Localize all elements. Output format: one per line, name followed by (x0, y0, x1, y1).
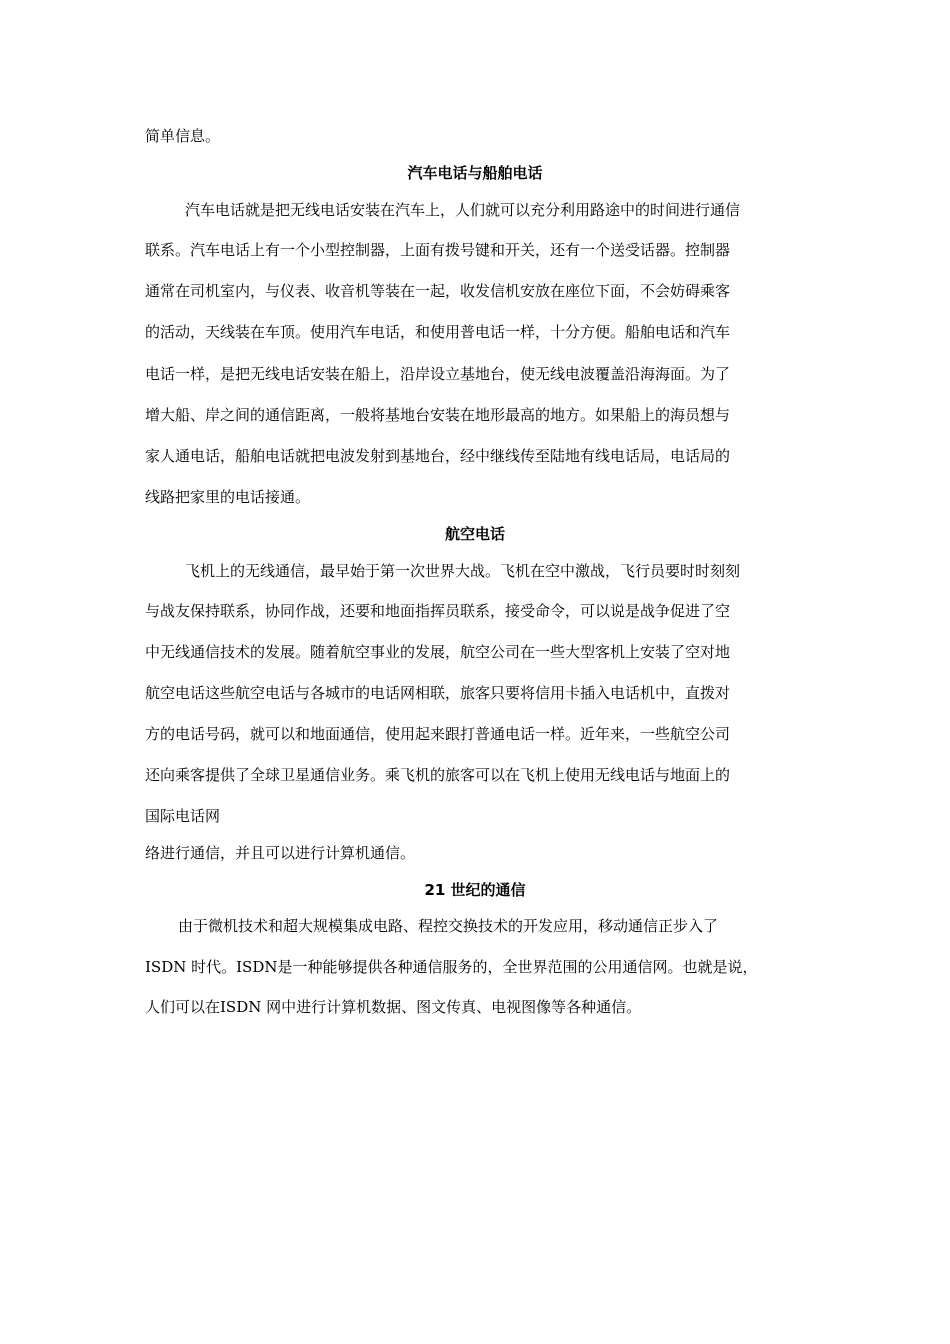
paragraph-line: 人们可以在ISDN 网中进行计算机数据、图文传真、电视图像等各种通信。 (145, 998, 642, 1016)
section-heading-air-phone: 航空电话 (444, 525, 505, 543)
paragraph-line: 电话一样，是把无线电话安装在船上，沿岸设立基地台，使无线电波覆盖沿海海面。为了 (145, 365, 731, 383)
paragraph-line: 方的电话号码，就可以和地面通信，使用起来跟打普通电话一样。近年来，一些航空公司 (145, 725, 731, 743)
section-heading-car-ship-phone: 汽车电话与船舶电话 (407, 164, 543, 182)
paragraph-line: 联系。汽车电话上有一个小型控制器，上面有拨号键和开关，还有一个送受话器。控制器 (145, 241, 731, 259)
paragraph-line: 飞机上的无线通信，最早始于第一次世界大战。飞机在空中激战，飞行员要时时刻刻 (185, 562, 741, 580)
paragraph-line: ISDN 时代。ISDN是一种能够提供各种通信服务的，全世界范围的公用通信网。也就是说， (145, 958, 758, 976)
paragraph-line: 还向乘客提供了全球卫星通信业务。乘飞机的旅客可以在飞机上使用无线电话与地面上的 (145, 766, 731, 784)
paragraph-line: 由于微机技术和超大规模集成电路、程控交换技术的开发应用，移动通信正步入了 (178, 917, 719, 935)
paragraph-line: 增大船、岸之间的通信距离，一般将基地台安装在地形最高的地方。如果船上的海员想与 (145, 406, 731, 424)
intro-text: 简单信息。 (145, 127, 221, 145)
paragraph-line: 中无线通信技术的发展。随着航空事业的发展，航空公司在一些大型客机上安装了空对地 (145, 643, 731, 661)
paragraph-line: 国际电话网 (145, 807, 221, 825)
paragraph-line: 络进行通信，并且可以进行计算机通信。 (145, 844, 416, 862)
paragraph-line: 家人通电话，船舶电话就把电波发射到基地台，经中继线传至陆地有线电话局，电话局的 (145, 447, 731, 465)
section-heading-21st-century: 21 世纪的通信 (424, 881, 526, 899)
paragraph-line: 航空电话这些航空电话与各城市的电话网相联，旅客只要将信用卡插入电话机中，直拨对 (145, 684, 731, 702)
paragraph-line: 的活动，天线装在车顶。使用汽车电话，和使用普电话一样，十分方便。船舶电话和汽车 (145, 323, 731, 341)
paragraph-line: 汽车电话就是把无线电话安装在汽车上，人们就可以充分利用路途中的时间进行通信 (185, 201, 741, 219)
paragraph-line: 线路把家里的电话接通。 (145, 488, 311, 506)
paragraph-line: 与战友保持联系，协同作战，还要和地面指挥员联系，接受命令，可以说是战争促进了空 (145, 602, 731, 620)
paragraph-line: 通常在司机室内，与仪表、收音机等装在一起，收发信机安放在座位下面，不会妨碍乘客 (145, 282, 731, 300)
